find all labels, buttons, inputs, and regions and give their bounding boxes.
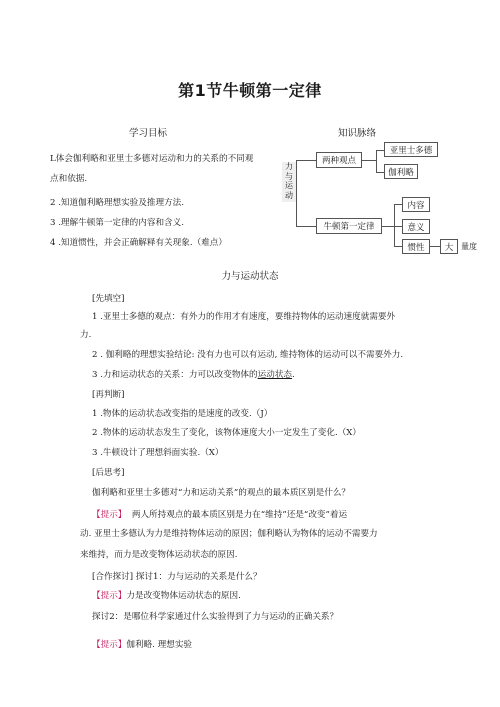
goal-item: 2 .知道伽利略理想实验及推理方法. bbox=[50, 198, 184, 208]
knowledge-root: 力与运动 bbox=[282, 162, 296, 202]
prefill-period: . bbox=[292, 370, 295, 380]
map-connector bbox=[394, 204, 402, 205]
map-measure: 量度 bbox=[461, 242, 477, 251]
prefill-item: 2 . 伽利略的理想实验结论: 没有力也可以有运动, 维持物体的运动可以不需要外力. bbox=[92, 350, 404, 360]
map-connector bbox=[296, 226, 316, 227]
map-big: 大 bbox=[440, 239, 458, 254]
page-title: 第1节牛顿第一定律 bbox=[178, 81, 322, 100]
map-connector bbox=[394, 246, 402, 247]
knowledge-heading: 知识脉络 bbox=[338, 128, 377, 139]
map-connector bbox=[376, 150, 384, 151]
goals-heading: 学习目标 bbox=[129, 128, 168, 139]
think-answer bbox=[92, 508, 347, 520]
map-two-views: 两种观点 bbox=[316, 152, 362, 168]
tip-label: 【提示】 bbox=[92, 510, 127, 520]
tip-label: 【提示】 bbox=[92, 591, 127, 601]
think-question: 伽利略和亚里士多德对“力和运动关系”的观点的最本质区别是什么？ bbox=[92, 488, 351, 498]
map-connector bbox=[394, 226, 402, 227]
map-connector bbox=[376, 172, 384, 173]
map-connector bbox=[376, 150, 377, 172]
answer-line: 来维持，而力是改变物体运动状态的原因. bbox=[80, 550, 238, 560]
map-aristotle: 亚里士多德 bbox=[384, 142, 438, 157]
coop-label: [合作探讨] bbox=[92, 572, 134, 582]
think-label: [后思考] bbox=[92, 468, 125, 478]
judge-item: 2 .物体的运动状态发生了变化，该物体速度大小一定发生了变化.（X） bbox=[92, 428, 362, 438]
prefill-item bbox=[92, 368, 295, 380]
map-meaning: 意义 bbox=[402, 219, 430, 234]
judge-item: 1 .物体的运动状态改变指的是速度的改变.（J） bbox=[92, 409, 273, 419]
map-inertia: 惯性 bbox=[402, 239, 430, 254]
answer-1 bbox=[92, 589, 241, 601]
map-content: 内容 bbox=[402, 197, 430, 212]
map-galileo: 伽利略 bbox=[384, 164, 418, 179]
tip-label: 【提示】 bbox=[92, 640, 127, 650]
prefill-underlined: 运动状态 bbox=[257, 370, 293, 380]
answer-line: 两人所持观点的最本质区别是力在“维持”还是“改变”着运 bbox=[131, 510, 348, 520]
map-connector bbox=[394, 204, 395, 246]
goal-item: L体会伽利略和亚里士多德对运动和力的关系的不同观 bbox=[50, 154, 254, 164]
map-connector bbox=[382, 226, 394, 227]
map-newton-first-law: 牛顿第一定律 bbox=[316, 218, 382, 234]
goal-item: 点和依据. bbox=[50, 174, 88, 184]
map-connector bbox=[296, 160, 316, 161]
answer-2 bbox=[92, 638, 192, 650]
goal-item: 3 .理解牛顿第一定律的内容和含义. bbox=[50, 218, 184, 228]
discuss-1-text: 探讨1：力与运动的关系是什么？ bbox=[135, 572, 262, 582]
goal-item: 4 .知道惯性，并会正确解释有关现象.（难点） bbox=[50, 238, 227, 248]
discuss-2: 探讨2：是哪位科学家通过什么实验得到了力与运动的正确关系？ bbox=[92, 612, 339, 622]
answer-1-text: 力是改变物体运动状态的原因. bbox=[126, 591, 241, 601]
judge-item: 3 .牛顿设计了理想斜面实验.（X） bbox=[92, 448, 224, 458]
map-connector bbox=[296, 160, 297, 226]
prefill-text: 3 .力和运动状态的关系：力可以改变物体的 bbox=[92, 370, 258, 380]
prefill-item: 1 .亚里士多德的观点：有外力的作用才有速度，要维持物体的运动速度就需要外 bbox=[92, 312, 396, 322]
map-connector bbox=[430, 246, 440, 247]
map-connector bbox=[362, 160, 376, 161]
answer-2-text: 伽利略. 理想实验 bbox=[126, 640, 193, 650]
prefill-item: 力. bbox=[80, 330, 92, 340]
section-heading: 力与运动状态 bbox=[221, 271, 279, 282]
judge-label: [再判断] bbox=[92, 390, 125, 400]
discuss-1 bbox=[92, 570, 262, 582]
answer-line: 动. 亚里士多德认为力是维持物体运动的原因；伽利略认为物体的运动不需要力 bbox=[80, 529, 378, 539]
prefill-label: [先填空] bbox=[92, 294, 125, 304]
